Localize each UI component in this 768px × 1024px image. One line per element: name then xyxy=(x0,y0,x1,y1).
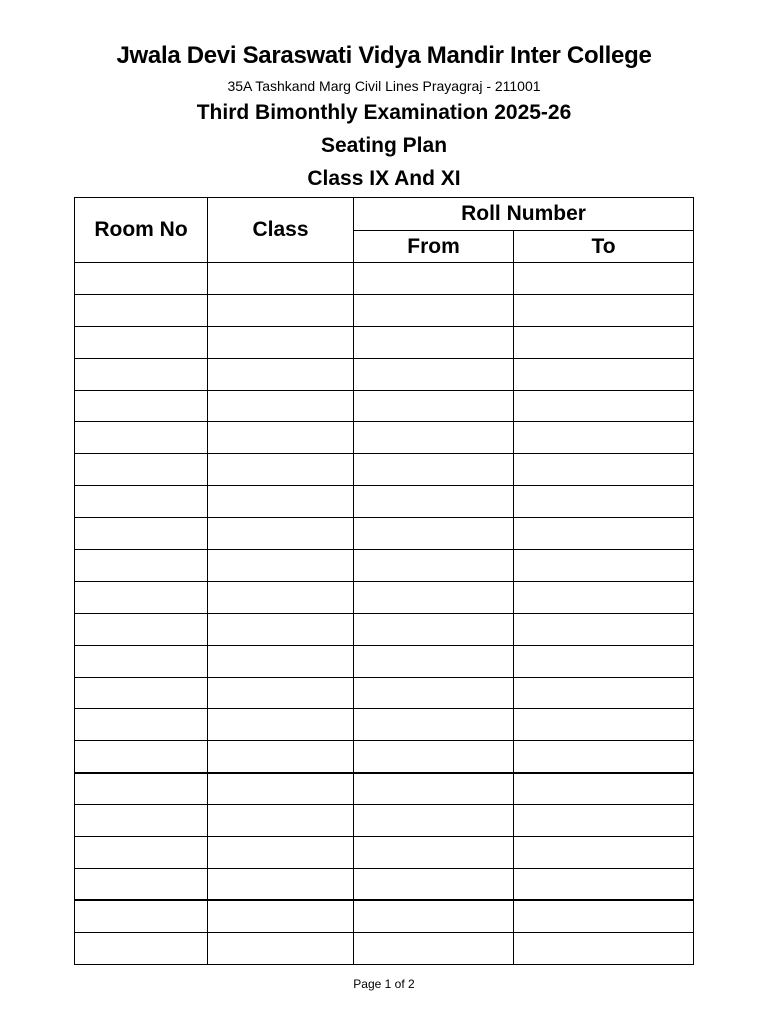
cell-to xyxy=(514,868,694,900)
cell-from xyxy=(354,358,514,390)
cell-class xyxy=(208,613,354,645)
cell-room-no xyxy=(75,709,208,741)
cell-from xyxy=(354,581,514,613)
cell-class xyxy=(208,358,354,390)
cell-room-no xyxy=(75,773,208,805)
cell-class xyxy=(208,837,354,869)
page-number: Page 1 of 2 xyxy=(353,977,415,991)
table-row xyxy=(75,581,694,613)
cell-class xyxy=(208,263,354,295)
cell-room-no xyxy=(75,581,208,613)
cell-room-no xyxy=(75,390,208,422)
cell-room-no xyxy=(75,454,208,486)
table-row xyxy=(75,390,694,422)
cell-to xyxy=(514,454,694,486)
table-row xyxy=(75,550,694,582)
cell-class xyxy=(208,645,354,677)
table-row xyxy=(75,294,694,326)
cell-class xyxy=(208,868,354,900)
cell-to xyxy=(514,422,694,454)
cell-class xyxy=(208,486,354,518)
cell-to xyxy=(514,263,694,295)
cell-room-no xyxy=(75,932,208,964)
column-header-room-no: Room No xyxy=(75,198,208,263)
cell-to xyxy=(514,581,694,613)
table-row xyxy=(75,932,694,964)
table-row xyxy=(75,358,694,390)
cell-room-no xyxy=(75,486,208,518)
cell-class xyxy=(208,550,354,582)
table-row xyxy=(75,868,694,900)
column-header-from: From xyxy=(354,231,514,263)
cell-room-no xyxy=(75,294,208,326)
cell-to xyxy=(514,294,694,326)
seating-plan-table xyxy=(74,197,694,965)
cell-class xyxy=(208,390,354,422)
exam-title: Third Bimonthly Examination 2025-26 xyxy=(196,101,572,124)
cell-class xyxy=(208,326,354,358)
cell-from xyxy=(354,709,514,741)
cell-from xyxy=(354,294,514,326)
table-row xyxy=(75,326,694,358)
cell-to xyxy=(514,358,694,390)
column-header-roll-number: Roll Number xyxy=(354,198,694,231)
cell-from xyxy=(354,741,514,773)
cell-class xyxy=(208,518,354,550)
class-title: Class IX And XI xyxy=(307,167,461,190)
cell-from xyxy=(354,837,514,869)
table-body xyxy=(75,263,694,965)
cell-room-no xyxy=(75,613,208,645)
cell-room-no xyxy=(75,837,208,869)
cell-class xyxy=(208,932,354,964)
cell-from xyxy=(354,550,514,582)
table-row xyxy=(75,263,694,295)
cell-to xyxy=(514,805,694,837)
cell-to xyxy=(514,773,694,805)
cell-room-no xyxy=(75,518,208,550)
cell-from xyxy=(354,263,514,295)
cell-from xyxy=(354,677,514,709)
cell-to xyxy=(514,645,694,677)
cell-class xyxy=(208,900,354,932)
cell-to xyxy=(514,932,694,964)
cell-from xyxy=(354,900,514,932)
table-row xyxy=(75,677,694,709)
cell-room-no xyxy=(75,326,208,358)
cell-from xyxy=(354,486,514,518)
column-header-class: Class xyxy=(208,198,354,263)
cell-from xyxy=(354,932,514,964)
table-row xyxy=(75,900,694,932)
cell-to xyxy=(514,741,694,773)
cell-room-no xyxy=(75,550,208,582)
cell-to xyxy=(514,550,694,582)
cell-room-no xyxy=(75,645,208,677)
table-row xyxy=(75,422,694,454)
cell-room-no xyxy=(75,868,208,900)
table-row xyxy=(75,709,694,741)
cell-from xyxy=(354,454,514,486)
cell-to xyxy=(514,900,694,932)
table-row xyxy=(75,454,694,486)
cell-class xyxy=(208,581,354,613)
cell-from xyxy=(354,613,514,645)
cell-room-no xyxy=(75,805,208,837)
cell-from xyxy=(354,390,514,422)
cell-to xyxy=(514,390,694,422)
cell-room-no xyxy=(75,677,208,709)
table-row xyxy=(75,645,694,677)
cell-class xyxy=(208,741,354,773)
cell-class xyxy=(208,294,354,326)
table-row xyxy=(75,741,694,773)
cell-to xyxy=(514,486,694,518)
cell-from xyxy=(354,805,514,837)
cell-class xyxy=(208,677,354,709)
cell-to xyxy=(514,709,694,741)
cell-room-no xyxy=(75,741,208,773)
cell-room-no xyxy=(75,358,208,390)
table-row xyxy=(75,518,694,550)
table-row xyxy=(75,805,694,837)
cell-room-no xyxy=(75,263,208,295)
cell-from xyxy=(354,773,514,805)
table-row xyxy=(75,486,694,518)
cell-to xyxy=(514,677,694,709)
cell-from xyxy=(354,326,514,358)
table-row xyxy=(75,837,694,869)
cell-to xyxy=(514,326,694,358)
cell-to xyxy=(514,518,694,550)
cell-class xyxy=(208,422,354,454)
cell-room-no xyxy=(75,422,208,454)
cell-to xyxy=(514,613,694,645)
column-header-to: To xyxy=(514,231,694,263)
table-row xyxy=(75,613,694,645)
cell-class xyxy=(208,805,354,837)
cell-from xyxy=(354,422,514,454)
cell-class xyxy=(208,773,354,805)
table-row xyxy=(75,773,694,805)
document-title: Seating Plan xyxy=(320,134,448,157)
cell-from xyxy=(354,518,514,550)
cell-from xyxy=(354,868,514,900)
cell-class xyxy=(208,454,354,486)
cell-to xyxy=(514,837,694,869)
cell-from xyxy=(354,645,514,677)
cell-class xyxy=(208,709,354,741)
school-name: Jwala Devi Saraswati Vidya Mandir Inter College xyxy=(116,42,652,69)
cell-room-no xyxy=(75,900,208,932)
school-address: 35A Tashkand Marg Civil Lines Prayagraj - 211001 xyxy=(227,78,541,94)
